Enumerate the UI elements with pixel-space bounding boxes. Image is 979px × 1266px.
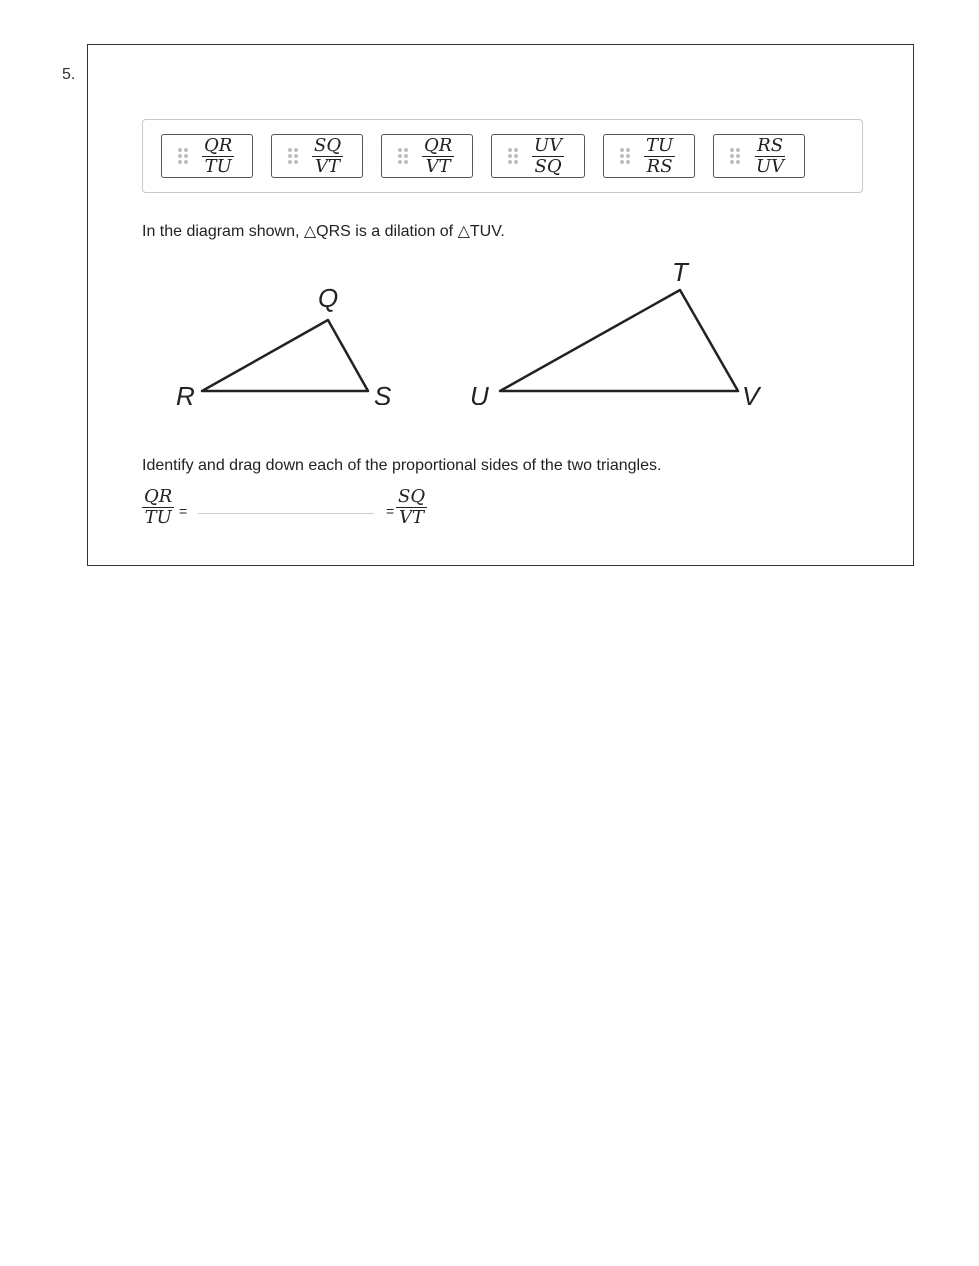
fraction-denominator: SQ bbox=[534, 155, 562, 177]
fraction-denominator: UV bbox=[756, 155, 785, 177]
fraction-numerator: QR bbox=[144, 486, 173, 507]
vertex-label-t: T bbox=[672, 257, 688, 287]
equation-left-fraction bbox=[142, 487, 174, 528]
answer-tile-1[interactable] bbox=[161, 134, 253, 178]
triangle-qrs bbox=[176, 283, 392, 405]
fraction-denominator: VT bbox=[315, 155, 341, 177]
answer-tile-3[interactable] bbox=[381, 134, 473, 178]
answer-tile-2[interactable] bbox=[271, 134, 363, 178]
vertex-label-u: U bbox=[470, 381, 489, 405]
drag-handle-icon bbox=[398, 148, 408, 164]
fraction-numerator: SQ bbox=[398, 486, 426, 507]
equation-right-fraction bbox=[396, 487, 427, 528]
drag-handle-icon bbox=[178, 148, 188, 164]
fraction-numerator: TU bbox=[646, 134, 674, 156]
fraction-numerator: UV bbox=[534, 134, 563, 156]
drag-handle-icon bbox=[620, 148, 630, 164]
answer-tile-5[interactable] bbox=[603, 134, 695, 178]
fraction-denominator: VT bbox=[399, 507, 425, 528]
answer-drop-zone[interactable] bbox=[198, 513, 374, 514]
drag-handle-icon bbox=[508, 148, 518, 164]
fraction-denominator: RS bbox=[646, 155, 673, 177]
triangle-tuv bbox=[470, 257, 762, 405]
triangles-diagram bbox=[168, 255, 788, 405]
fraction-denominator: TU bbox=[144, 507, 172, 528]
fraction-denominator: TU bbox=[204, 155, 232, 177]
vertex-label-s: S bbox=[374, 381, 392, 405]
diagram-prompt: In the diagram shown, △QRS is a dilation of △TUV. bbox=[142, 223, 505, 240]
fraction-numerator: RS bbox=[757, 134, 784, 156]
fraction bbox=[422, 136, 454, 177]
fraction bbox=[312, 136, 343, 177]
question-number: 5. bbox=[62, 66, 76, 83]
equals-sign: = bbox=[179, 503, 188, 519]
fraction bbox=[754, 136, 786, 177]
question-card bbox=[87, 44, 914, 566]
fraction-numerator: QR bbox=[204, 134, 233, 156]
equals-sign: = bbox=[386, 503, 395, 519]
fraction-numerator: QR bbox=[424, 134, 453, 156]
vertex-label-q: Q bbox=[318, 283, 339, 313]
fraction bbox=[532, 136, 564, 177]
fraction bbox=[644, 136, 675, 177]
answer-tile-6[interactable] bbox=[713, 134, 805, 178]
vertex-label-r: R bbox=[176, 381, 195, 405]
drag-handle-icon bbox=[288, 148, 298, 164]
fraction-denominator: VT bbox=[425, 155, 451, 177]
drag-handle-icon bbox=[730, 148, 740, 164]
fraction bbox=[202, 136, 234, 177]
fraction-numerator: SQ bbox=[314, 134, 342, 156]
vertex-label-v: V bbox=[742, 381, 760, 405]
instruction-prompt: Identify and drag down each of the proportional sides of the two triangles. bbox=[142, 457, 662, 474]
answer-bank bbox=[142, 119, 863, 193]
answer-tile-4[interactable] bbox=[491, 134, 585, 178]
